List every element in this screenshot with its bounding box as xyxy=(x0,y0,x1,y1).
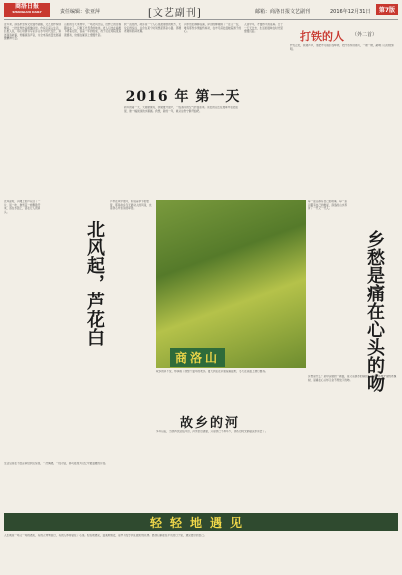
banner-shangluo-mountain: 商洛山 xyxy=(170,348,225,367)
article-col-3: 我一直觉得，故乡是一个人心里最柔软的地方，无论走得多远，总会在某个时刻想起那条小路、那棵老树和那间老屋。 xyxy=(124,23,182,34)
poem-blacksmith-body: 炉火正旺，铁锤声声，他把岁月锻打成犁铧，把汗水淬进钢刃，一锤一锤，敲响了山村的黎明。 xyxy=(290,44,394,51)
article-col-5: 人到中年，才懂得平淡是真。日子一天天过去，生活的滋味在时光里慢慢沉淀。 xyxy=(244,23,283,34)
article-bottom-left: 生活总是在不经意间给我们惊喜，一次偶遇，一段对话，都可能成为记忆中最温暖的片段。 xyxy=(4,462,108,465)
editor-credit: 责任编辑：张亚萍 xyxy=(60,9,101,15)
article-hometown-river-lead: 故乡的河不宽，却承载了我整个童年的欢乐。夏天我们在河里摸鱼捉虾，冬天在冰面上滑行嬉戏。 xyxy=(156,370,268,373)
contact-line: 邮箱：商洛日报文艺副刊 xyxy=(255,9,311,15)
page-number: 第7版 xyxy=(376,4,398,15)
section-title: [文艺副刊] xyxy=(148,8,202,19)
article-nostalgia-body: 乡愁是什么？是母亲做的一碗面，是父亲挑水的扁担，是村口那棵守望的老槐树，是痛在心头却又舍不得放下的吻。 xyxy=(308,375,397,382)
article-north-wind-col: 北风起时，河滩上的芦花白了一片，风一吹，像雪花一样飘散开来，落在水面上，落在行人的肩头。 xyxy=(4,200,41,214)
title-nostalgia-kiss: 乡愁是痛在心头的吻 xyxy=(364,230,385,392)
title-2016-first-day: 2016 年 第一天 xyxy=(125,89,241,105)
poem-series-note: （外二首） xyxy=(352,32,378,38)
article-2016-body: 新年的第一天，天刚蒙蒙亮，我就推开窗户，一股清冷的空气扑面而来。远处的山峦在晨雾中若隐若现，像一幅淡淡的水墨画。我想，新的一年，就从这份宁静开始吧。 xyxy=(124,106,239,113)
header-rule xyxy=(4,19,398,20)
title-light-meet: 轻轻地遇见 xyxy=(150,516,251,530)
article-hometown-river-body: 多年以后，当我再次站在河边，河水依旧清澈，只是我已不再年少，那些旧时光都随流水远去了。 xyxy=(156,430,268,433)
title-north-wind: 北风起，芦花白 xyxy=(84,220,105,346)
landscape-photo xyxy=(156,200,306,368)
poem-title-blacksmith: 打铁的人 xyxy=(300,30,344,43)
article-col-1: 近年来，商洛市坚持文化强市战略，文艺创作持续繁荣，一批优秀作品相继问世。作家们深入生活，扎根人民，用心用情书写家乡山水与时代变迁，讲述商洛故事，传播商洛声音，为全市高质量发展凝聚精神力量。 xyxy=(4,23,62,41)
title-hometown-river: 故乡的河 xyxy=(180,416,241,431)
article-light-meet-body: 人生就是一场又一场的遇见，有的人匆匆而过，有的人却停留在了心里。轻轻地遇见，温柔地相处，是岁月给予我们最好的礼物。愿我们都能在平凡的日子里，遇见更好的自己。 xyxy=(4,534,207,537)
article-col-right-1: 每一座山都有自己的故事，每一条河都有自己的歌谣，商洛的山水养育了一代又一代人。 xyxy=(308,200,347,211)
issue-date: 2016年12月31日 xyxy=(330,9,371,15)
article-north-wind-body: 芦苇在风中低吟，诉说着季节的更替，那是故乡冬天最动人的风景，也是我心中永远的牵挂。 xyxy=(110,200,152,211)
masthead-logo: 商洛日报 SHANGLUO DAILY xyxy=(4,3,50,17)
article-col-2: 山里的冬天来得早，一场北风过后，田野上的庄稼都收完了，只剩下光秃秃的地垄。老人们坐在墙根下晒着太阳，说着一年的收成，孩子们在场院里追逐嬉戏，炊烟在屋顶上慢慢升起。 xyxy=(64,23,122,37)
article-col-4: 河水依旧静静流淌，岸边的柳树换了一茬又一茬，唯有那份乡情始终如初，在岁月深处温暖着游子的心。 xyxy=(184,23,242,34)
